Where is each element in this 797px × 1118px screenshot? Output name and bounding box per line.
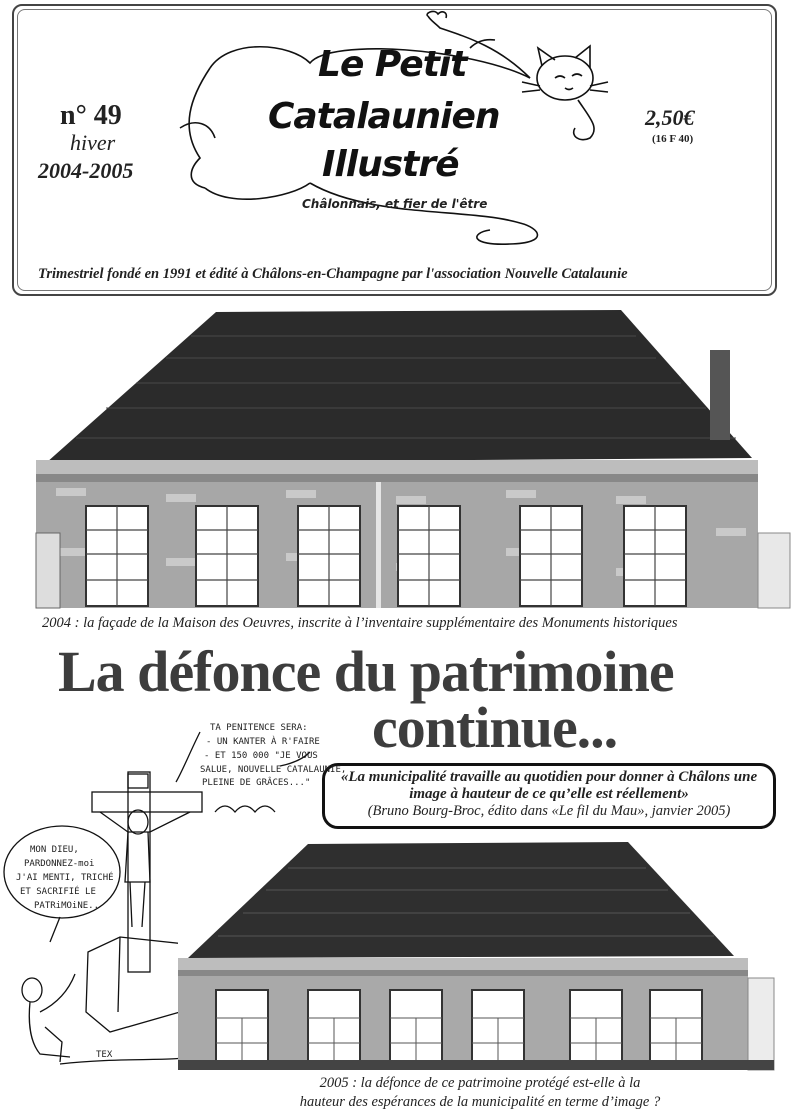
quote-text: «La municipalité travaille au quotidien pour donner à Châlons une image à hauteur de ce qu’elle est réellement» <box>340 769 758 802</box>
title-line-3: Illustré <box>322 144 459 185</box>
photo-maison-des-oeuvres-2005 <box>178 838 774 1070</box>
founding-notice: Trimestriel fondé en 1991 et édité à Châlons-en-Champagne par l'association Nouvelle Catalaunie <box>38 266 628 282</box>
price-old-francs: (16 F 40) <box>652 133 694 145</box>
bubble-right-line-3: - ET 150 000 "JE VOUS <box>204 751 318 761</box>
photo-2005-caption-line-1: 2005 : la défonce de ce patrimoine protégé est-elle à la <box>319 1075 641 1091</box>
cartoon-signature: TEX <box>96 1050 113 1060</box>
title-line-2: Catalaunien <box>268 96 500 137</box>
issue-years: 2004-2005 <box>38 158 134 183</box>
bubble-right-line-2: - UN KANTER À R'FAIRE <box>206 737 320 747</box>
euro-icon: € <box>683 105 695 130</box>
bubble-right-line-5: PLEINE DE GRÂCES..." <box>202 778 311 788</box>
quote-source: (Bruno Bourg-Broc, édito dans «Le fil du Mau», janvier 2005) <box>367 803 731 819</box>
tagline: Châlonnais, et fier de l'être <box>302 197 488 211</box>
bubble-right-line-4: SALUE, NOUVELLE CATALAUNIE, <box>200 765 347 775</box>
quote-box <box>322 763 776 829</box>
issue-number: n° 49 <box>60 100 122 131</box>
bubble-left-line-4: ET SACRIFIÉ LE <box>20 887 96 897</box>
bubble-left-line-3: J'AI MENTI, TRICHÉ <box>16 873 114 883</box>
price <box>645 105 695 131</box>
bubble-left-line-1: MON DIEU, <box>30 845 79 855</box>
bubble-left-line-5: PATRiMOiNE.. <box>34 901 100 911</box>
photo-maison-des-oeuvres-2004 <box>36 308 790 608</box>
issue-season: hiver <box>70 130 116 155</box>
photo-2004-caption: 2004 : la façade de la Maison des Oeuvres, inscrite à l’inventaire supplémentaire des Monuments historiques <box>42 615 678 631</box>
title-line-1: Le Petit <box>318 44 467 85</box>
photo-2005-caption-line-2: hauteur des espérances de la municipalité en terme d’image ? <box>299 1094 661 1110</box>
bubble-left-line-2: PARDONNEZ-moi <box>24 859 95 869</box>
price-amount: 2,50 <box>645 105 684 130</box>
headline-line-1: La défonce du patrimoine <box>58 639 674 704</box>
headline-line-2: continue... <box>372 695 618 760</box>
bubble-right-line-1: TA PENITENCE SERA: <box>210 723 308 733</box>
